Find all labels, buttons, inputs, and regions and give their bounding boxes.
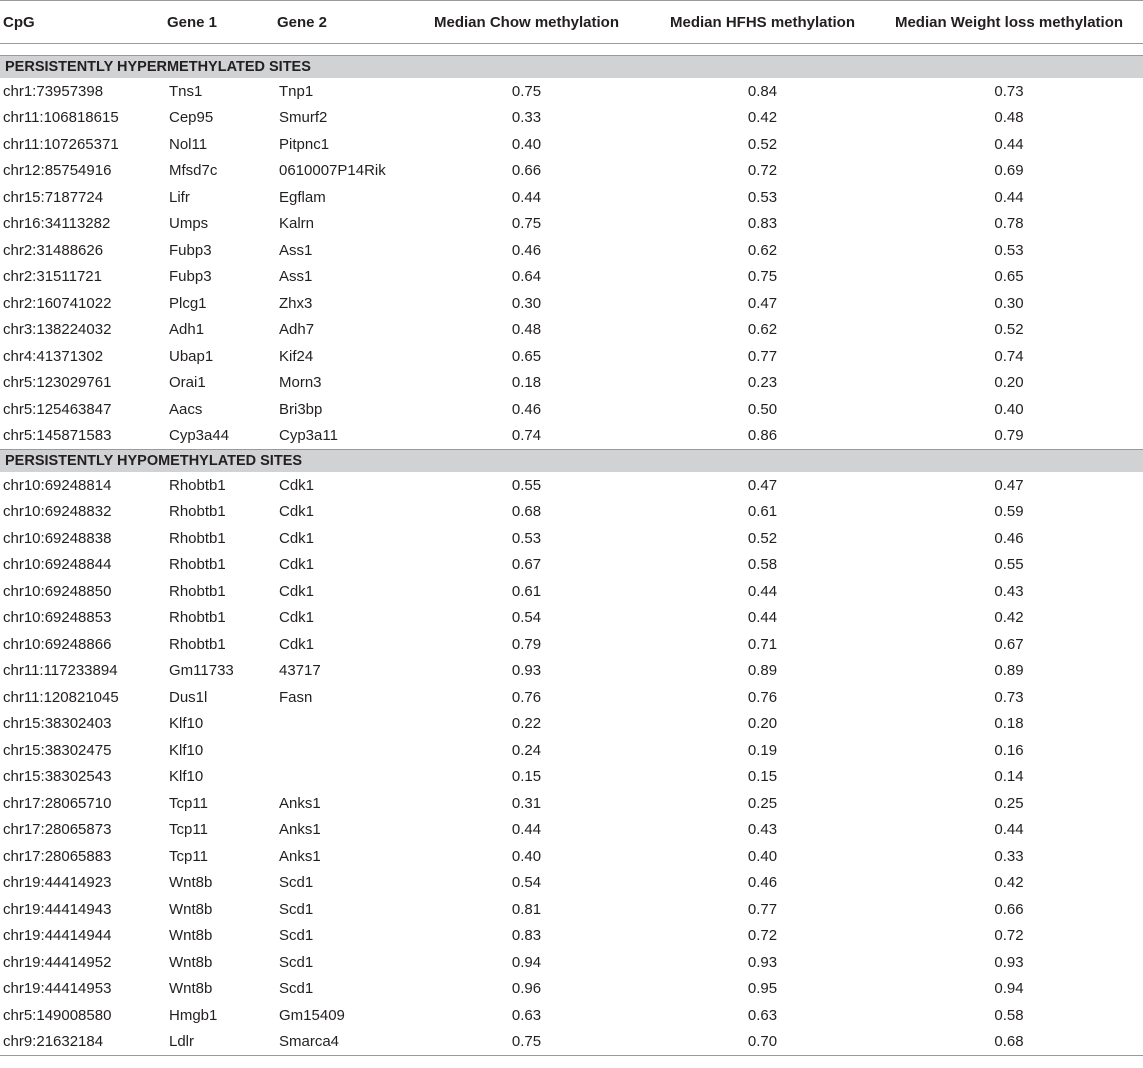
cell-cpg: chr17:28065883 — [3, 847, 112, 865]
cell-chow: 0.15 — [511, 768, 542, 786]
cell-weight-loss: 0.30 — [994, 294, 1024, 312]
cell-chow: 0.40 — [511, 847, 542, 865]
table-row — [0, 896, 1143, 923]
header-weight-loss: Median Weight loss methylation — [875, 1, 1143, 44]
header-row — [0, 1, 1143, 44]
cell-gene2: Scd1 — [279, 927, 314, 945]
cell-chow: 0.30 — [511, 294, 542, 312]
table-header — [0, 1, 1143, 44]
header-hfhs: Median HFHS methylation — [650, 1, 875, 44]
cell-gene1: Aacs — [169, 400, 203, 418]
cell-gene1: Rhobtb1 — [169, 476, 226, 494]
cell-hfhs: 0.95 — [747, 980, 778, 998]
cell-hfhs: 0.61 — [747, 503, 778, 521]
cell-hfhs: 0.58 — [747, 556, 778, 574]
cell-gene1: Adh1 — [169, 321, 205, 339]
cell-cpg: chr15:38302543 — [3, 768, 112, 786]
cell-weight-loss: 0.89 — [994, 662, 1024, 680]
cell-weight-loss: 0.44 — [994, 821, 1024, 839]
table-row — [0, 317, 1143, 344]
cell-gene1: Wnt8b — [169, 980, 213, 998]
cell-hfhs: 0.83 — [747, 215, 778, 233]
table-row — [0, 423, 1143, 450]
table-row — [0, 237, 1143, 264]
cell-cpg: chr19:44414923 — [3, 874, 112, 892]
cell-gene1: Wnt8b — [169, 953, 213, 971]
table-row — [0, 790, 1143, 817]
cell-weight-loss: 0.73 — [994, 688, 1024, 706]
cell-chow: 0.55 — [511, 476, 542, 494]
table-row — [0, 158, 1143, 185]
cell-gene2 — [273, 764, 403, 791]
table-row — [0, 764, 1143, 791]
cell-gene2: 43717 — [279, 662, 321, 680]
cell-cpg: chr5:125463847 — [3, 400, 112, 418]
cell-hfhs: 0.86 — [747, 427, 778, 445]
table-row — [0, 605, 1143, 632]
cell-weight-loss: 0.42 — [994, 609, 1024, 627]
cell-gene2: Cdk1 — [279, 476, 315, 494]
cell-gene1: Cyp3a44 — [169, 427, 230, 445]
cell-cpg: chr10:69248866 — [3, 635, 112, 653]
cell-cpg: chr15:38302475 — [3, 741, 112, 759]
cell-hfhs: 0.52 — [747, 529, 778, 547]
cell-chow: 0.96 — [511, 980, 542, 998]
cell-chow: 0.94 — [511, 953, 542, 971]
cell-chow: 0.66 — [511, 162, 542, 180]
cell-hfhs: 0.53 — [747, 188, 778, 206]
cell-weight-loss: 0.40 — [994, 400, 1024, 418]
cell-gene1: Lifr — [169, 188, 190, 206]
cell-gene2: Anks1 — [279, 794, 321, 812]
cell-weight-loss: 0.53 — [994, 241, 1024, 259]
cell-chow: 0.76 — [511, 688, 542, 706]
cell-cpg: chr5:145871583 — [3, 427, 112, 445]
cell-chow: 0.74 — [511, 427, 542, 445]
cell-gene2: Smarca4 — [279, 1033, 340, 1051]
cell-gene2: Zhx3 — [279, 294, 313, 312]
cell-gene1: Plcg1 — [169, 294, 207, 312]
cell-weight-loss: 0.18 — [994, 715, 1024, 733]
cell-gene1: Wnt8b — [169, 927, 213, 945]
header-spacer — [0, 44, 1143, 56]
cell-weight-loss: 0.52 — [994, 321, 1024, 339]
cell-chow: 0.83 — [511, 927, 542, 945]
cell-hfhs: 0.70 — [747, 1033, 778, 1051]
cell-gene2: Ass1 — [279, 241, 313, 259]
table-row — [0, 949, 1143, 976]
cell-gene1: Nol11 — [169, 135, 208, 153]
cell-gene1: Tcp11 — [169, 794, 208, 812]
cell-hfhs: 0.44 — [747, 582, 778, 600]
cell-chow: 0.54 — [511, 609, 542, 627]
table-row — [0, 552, 1143, 579]
cell-gene2: Scd1 — [279, 953, 314, 971]
cell-chow: 0.93 — [511, 662, 542, 680]
cell-hfhs: 0.84 — [747, 82, 778, 100]
cell-gene2: Cdk1 — [279, 609, 315, 627]
cell-gene2 — [273, 711, 403, 738]
cell-chow: 0.64 — [511, 268, 542, 286]
cell-cpg: chr9:21632184 — [3, 1033, 104, 1051]
cell-cpg: chr12:85754916 — [3, 162, 112, 180]
table-row — [0, 737, 1143, 764]
cell-weight-loss: 0.69 — [994, 162, 1024, 180]
cell-chow: 0.22 — [511, 715, 542, 733]
cell-hfhs: 0.77 — [747, 900, 778, 918]
table-row — [0, 370, 1143, 397]
cell-weight-loss: 0.43 — [994, 582, 1024, 600]
cell-cpg: chr17:28065873 — [3, 821, 112, 839]
cell-cpg: chr11:117233894 — [3, 662, 118, 680]
cell-gene2: Anks1 — [279, 847, 321, 865]
table-row — [0, 211, 1143, 238]
cell-cpg: chr19:44414943 — [3, 900, 112, 918]
cell-weight-loss: 0.78 — [994, 215, 1024, 233]
table-row — [0, 976, 1143, 1003]
cell-gene2: Cdk1 — [279, 635, 315, 653]
table-row — [0, 499, 1143, 526]
cell-cpg: chr10:69248832 — [3, 503, 112, 521]
cell-gene1: Fubp3 — [169, 268, 212, 286]
cell-weight-loss: 0.66 — [994, 900, 1024, 918]
cell-cpg: chr2:31488626 — [3, 241, 104, 259]
cell-chow: 0.44 — [511, 821, 542, 839]
cell-weight-loss: 0.44 — [994, 135, 1024, 153]
cell-chow: 0.67 — [511, 556, 542, 574]
table-row — [0, 578, 1143, 605]
cell-cpg: chr10:69248814 — [3, 476, 112, 494]
table-row — [0, 396, 1143, 423]
table-row — [0, 78, 1143, 105]
cell-gene2: Cdk1 — [279, 556, 315, 574]
cell-weight-loss: 0.73 — [994, 82, 1024, 100]
cell-gene2: Smurf2 — [279, 109, 328, 127]
cell-gene2: 0610007P14Rik — [279, 162, 386, 180]
cell-cpg: chr1:73957398 — [3, 82, 104, 100]
cell-hfhs: 0.47 — [747, 476, 778, 494]
cell-gene2: Cyp3a11 — [279, 427, 338, 445]
cell-weight-loss: 0.79 — [994, 427, 1024, 445]
cell-gene2: Scd1 — [279, 874, 314, 892]
section-header-row — [0, 56, 1143, 79]
cell-gene2: Morn3 — [279, 374, 322, 392]
cell-gene1: Gm11733 — [169, 662, 234, 680]
cell-weight-loss: 0.68 — [994, 1033, 1024, 1051]
cell-weight-loss: 0.14 — [994, 768, 1024, 786]
cell-hfhs: 0.20 — [747, 715, 778, 733]
cell-gene2: Gm15409 — [279, 1006, 345, 1024]
table-row — [0, 817, 1143, 844]
cell-hfhs: 0.71 — [747, 635, 778, 653]
cell-chow: 0.75 — [511, 1033, 542, 1051]
cell-hfhs: 0.72 — [747, 162, 778, 180]
cell-gene2: Kalrn — [279, 215, 315, 233]
cell-chow: 0.79 — [511, 635, 542, 653]
cell-weight-loss: 0.67 — [994, 635, 1024, 653]
cell-cpg: chr16:34113282 — [3, 215, 111, 233]
table-row — [0, 131, 1143, 158]
cell-weight-loss: 0.65 — [994, 268, 1024, 286]
cell-chow: 0.46 — [511, 241, 542, 259]
cell-cpg: chr10:69248853 — [3, 609, 112, 627]
cell-cpg: chr2:31511721 — [3, 268, 102, 286]
cell-gene1: Tcp11 — [169, 821, 208, 839]
cell-chow: 0.40 — [511, 135, 542, 153]
cell-gene1: Fubp3 — [169, 241, 212, 259]
cell-hfhs: 0.44 — [747, 609, 778, 627]
cell-cpg: chr11:106818615 — [3, 109, 119, 127]
cell-hfhs: 0.72 — [747, 927, 778, 945]
cell-chow: 0.48 — [511, 321, 542, 339]
cell-cpg: chr3:138224032 — [3, 321, 112, 339]
header-gene1: Gene 1 — [163, 1, 273, 44]
cell-hfhs: 0.62 — [747, 241, 778, 259]
cell-cpg: chr5:149008580 — [3, 1006, 112, 1024]
cell-gene1: Cep95 — [169, 109, 214, 127]
cell-gene1: Dus1l — [169, 688, 208, 706]
table-row — [0, 631, 1143, 658]
table-row — [0, 711, 1143, 738]
cell-gene2: Scd1 — [279, 980, 314, 998]
cell-weight-loss: 0.42 — [994, 874, 1024, 892]
cell-weight-loss: 0.58 — [994, 1006, 1024, 1024]
cell-chow: 0.53 — [511, 529, 542, 547]
cell-gene1: Rhobtb1 — [169, 503, 226, 521]
cell-hfhs: 0.62 — [747, 321, 778, 339]
cell-weight-loss: 0.25 — [994, 794, 1024, 812]
cell-gene2: Pitpnc1 — [279, 135, 330, 153]
cell-gene1: Orai1 — [169, 374, 206, 392]
table-row — [0, 290, 1143, 317]
cell-gene2: Cdk1 — [279, 582, 315, 600]
cell-hfhs: 0.63 — [747, 1006, 778, 1024]
cell-cpg: chr19:44414944 — [3, 927, 112, 945]
header-cpg: CpG — [0, 1, 163, 44]
table-row — [0, 1002, 1143, 1029]
cell-weight-loss: 0.72 — [994, 927, 1024, 945]
cell-gene1: Wnt8b — [169, 900, 213, 918]
cell-cpg: chr2:160741022 — [3, 294, 112, 312]
cell-gene1: Wnt8b — [169, 874, 213, 892]
cell-chow: 0.81 — [511, 900, 542, 918]
table-row — [0, 264, 1143, 291]
cell-gene1: Ldlr — [169, 1033, 195, 1051]
cell-cpg: chr11:107265371 — [3, 135, 119, 153]
cell-gene2: Ass1 — [279, 268, 313, 286]
cell-cpg: chr11:120821045 — [3, 688, 119, 706]
cell-cpg: chr17:28065710 — [3, 794, 112, 812]
cell-hfhs: 0.40 — [747, 847, 778, 865]
cell-chow: 0.31 — [511, 794, 542, 812]
cell-hfhs: 0.25 — [747, 794, 778, 812]
cell-chow: 0.18 — [511, 374, 542, 392]
cell-chow: 0.75 — [511, 215, 542, 233]
table-body — [0, 44, 1143, 1057]
cell-hfhs: 0.77 — [747, 347, 778, 365]
cell-hfhs: 0.52 — [747, 135, 778, 153]
header-gene2: Gene 2 — [273, 1, 403, 44]
cell-weight-loss: 0.44 — [994, 188, 1024, 206]
cell-cpg: chr5:123029761 — [3, 374, 112, 392]
cell-gene2: Cdk1 — [279, 529, 315, 547]
table-row — [0, 184, 1143, 211]
table-row — [0, 870, 1143, 897]
table-bottom-rule — [0, 1056, 1143, 1057]
cell-gene1: Klf10 — [169, 768, 204, 786]
table-row — [0, 658, 1143, 685]
cell-gene1: Tcp11 — [169, 847, 208, 865]
cell-chow: 0.65 — [511, 347, 542, 365]
cell-hfhs: 0.42 — [747, 109, 778, 127]
cell-chow: 0.68 — [511, 503, 542, 521]
cell-weight-loss: 0.48 — [994, 109, 1024, 127]
table-row — [0, 343, 1143, 370]
cell-gene1: Rhobtb1 — [169, 635, 226, 653]
cell-chow: 0.61 — [511, 582, 542, 600]
cell-hfhs: 0.43 — [747, 821, 778, 839]
cell-hfhs: 0.75 — [747, 268, 778, 286]
table-row — [0, 105, 1143, 132]
cell-hfhs: 0.47 — [747, 294, 778, 312]
section-title: PERSISTENTLY HYPERMETHYLATED SITES — [0, 56, 1143, 79]
cell-weight-loss: 0.59 — [994, 503, 1024, 521]
cell-weight-loss: 0.94 — [994, 980, 1024, 998]
cell-gene2: Egflam — [279, 188, 326, 206]
cell-gene2: Fasn — [279, 688, 313, 706]
cell-cpg: chr15:7187724 — [3, 188, 104, 206]
cell-hfhs: 0.23 — [747, 374, 778, 392]
cell-hfhs: 0.76 — [747, 688, 778, 706]
cell-gene2: Kif24 — [279, 347, 314, 365]
cell-weight-loss: 0.93 — [994, 953, 1024, 971]
cell-gene1: Klf10 — [169, 741, 204, 759]
cell-gene1: Tns1 — [169, 82, 203, 100]
cell-cpg: chr15:38302403 — [3, 715, 112, 733]
cell-chow: 0.54 — [511, 874, 542, 892]
cell-gene1: Mfsd7c — [169, 162, 218, 180]
cell-weight-loss: 0.74 — [994, 347, 1024, 365]
section-header-row — [0, 450, 1143, 473]
cell-gene2: Bri3bp — [279, 400, 323, 418]
cell-cpg: chr10:69248850 — [3, 582, 112, 600]
cell-gene1: Rhobtb1 — [169, 609, 226, 627]
table-row — [0, 1029, 1143, 1056]
cell-gene2 — [273, 737, 403, 764]
cell-cpg: chr19:44414952 — [3, 953, 112, 971]
cell-chow: 0.24 — [511, 741, 542, 759]
cell-chow: 0.44 — [511, 188, 542, 206]
cell-gene1: Rhobtb1 — [169, 556, 226, 574]
cell-gene1: Ubap1 — [169, 347, 214, 365]
cell-weight-loss: 0.20 — [994, 374, 1024, 392]
cell-weight-loss: 0.16 — [994, 741, 1024, 759]
header-chow: Median Chow methylation — [403, 1, 650, 44]
cell-gene1: Hmgb1 — [169, 1006, 218, 1024]
table-row — [0, 684, 1143, 711]
table-row — [0, 525, 1143, 552]
cell-gene2: Tnp1 — [279, 82, 314, 100]
cell-chow: 0.75 — [511, 82, 542, 100]
cell-gene1: Rhobtb1 — [169, 529, 226, 547]
table-row — [0, 843, 1143, 870]
cell-cpg: chr10:69248838 — [3, 529, 112, 547]
cell-weight-loss: 0.47 — [994, 476, 1024, 494]
cell-weight-loss: 0.33 — [994, 847, 1024, 865]
cell-hfhs: 0.46 — [747, 874, 778, 892]
cell-weight-loss: 0.55 — [994, 556, 1024, 574]
cell-hfhs: 0.93 — [747, 953, 778, 971]
cell-chow: 0.33 — [511, 109, 542, 127]
cell-gene2: Adh7 — [279, 321, 315, 339]
cell-gene2: Cdk1 — [279, 503, 315, 521]
cell-chow: 0.46 — [511, 400, 542, 418]
cell-gene1: Rhobtb1 — [169, 582, 226, 600]
cell-cpg: chr19:44414953 — [3, 980, 112, 998]
cell-gene2: Scd1 — [279, 900, 314, 918]
cell-hfhs: 0.15 — [747, 768, 778, 786]
table-row — [0, 923, 1143, 950]
cell-hfhs: 0.19 — [747, 741, 778, 759]
cell-gene2: Anks1 — [279, 821, 321, 839]
cell-cpg: chr4:41371302 — [3, 347, 104, 365]
section-title: PERSISTENTLY HYPOMETHYLATED SITES — [0, 450, 1143, 473]
cell-gene1: Klf10 — [169, 715, 204, 733]
cell-weight-loss: 0.46 — [994, 529, 1024, 547]
cell-hfhs: 0.89 — [747, 662, 778, 680]
table-row — [0, 472, 1143, 499]
cell-cpg: chr10:69248844 — [3, 556, 112, 574]
cell-gene1: Umps — [169, 215, 209, 233]
cell-chow: 0.63 — [511, 1006, 542, 1024]
cell-hfhs: 0.50 — [747, 400, 778, 418]
